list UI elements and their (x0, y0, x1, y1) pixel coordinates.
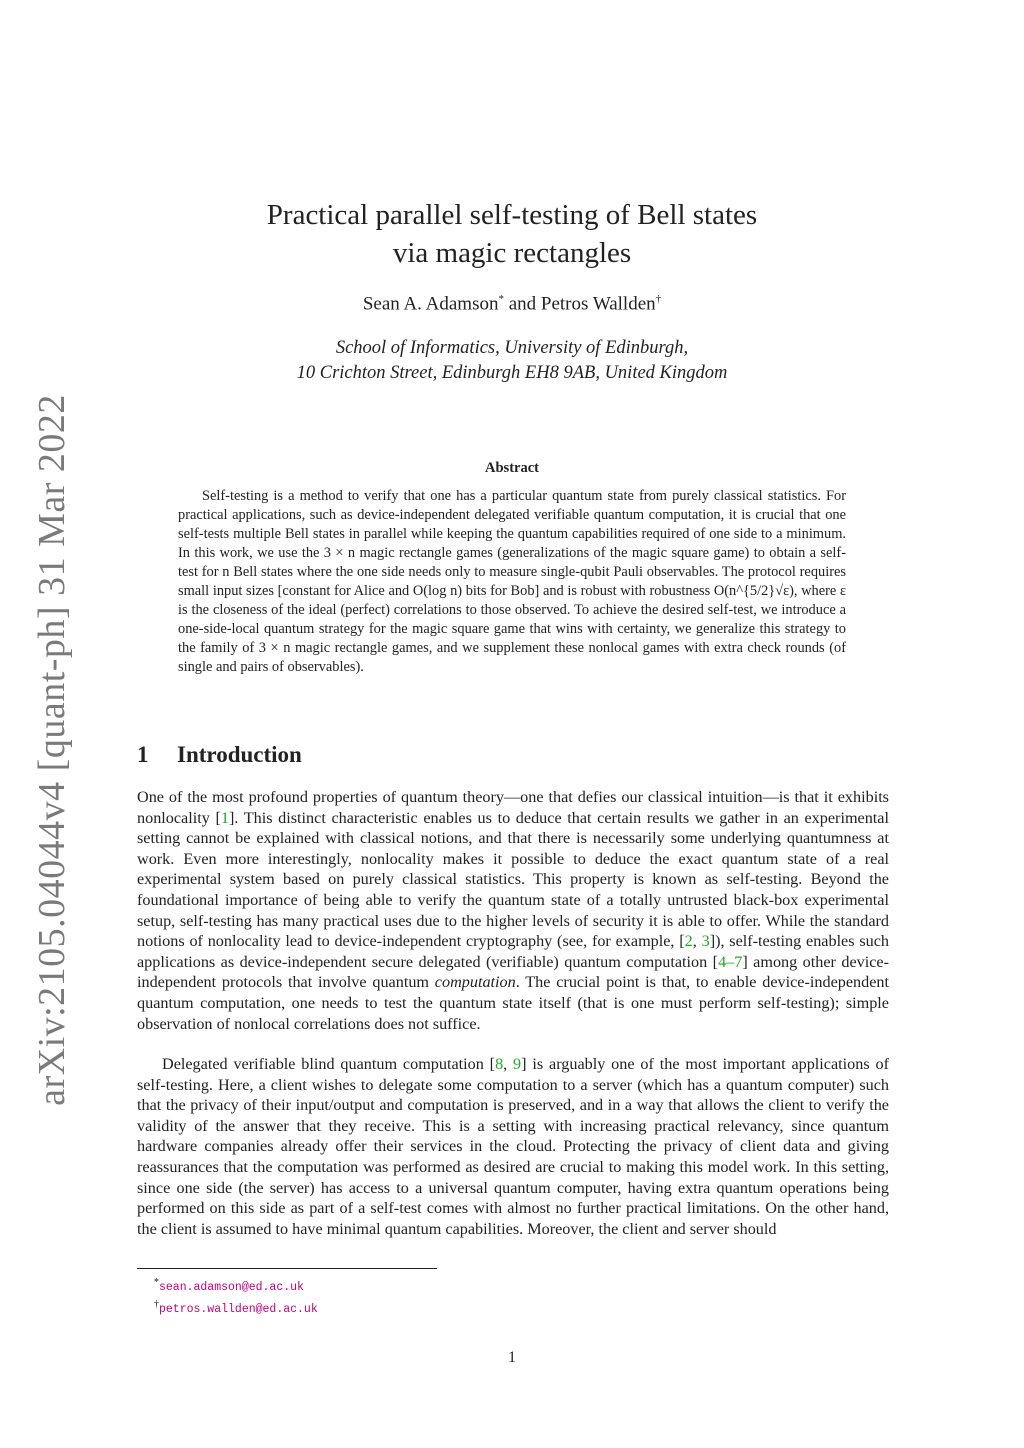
email-link-1[interactable]: sean.adamson@ed.ac.uk (159, 1280, 304, 1294)
author-2-footnote-mark[interactable]: † (655, 293, 662, 305)
paragraph-1-text: ]), self-testing enables such applications as device-independent secure delegated (verifiable) quantum computation [ (137, 932, 890, 971)
paragraph-1-text: ] among other device-independent protocols that involve quantum (137, 952, 889, 992)
paragraph-1-text: One of the most profound properties of quantum theory—one that defies our classical intuition—is that it exhibits nonlocality [ (137, 788, 889, 827)
abstract-heading: Abstract (485, 460, 539, 476)
citation-link[interactable]: 1 (220, 808, 229, 827)
paragraph-1-text: . The crucial point is that, to enable device-independent quantum computation, one needs to test the quantum state itself (that is one must perform self-testing); simple observation of nonlocal correlations does not suffice. (137, 973, 889, 1033)
footnote-1-mark: * (154, 1277, 159, 1288)
title-line-1: Practical parallel self-testing of Bell states (266, 199, 758, 231)
email-link-2[interactable]: petros.wallden@ed.ac.uk (159, 1302, 318, 1316)
paragraph-2 (137, 1054, 889, 1239)
citation-link[interactable]: 3 (701, 932, 710, 951)
paragraph-1-text: ]. This distinct characteristic enables us to deduce that certain results we gather in an experimental setting cannot be explained with classical notions, and that there is necessarily some underlying quantumness at work. Even more interestingly, nonlocality makes it possible to deduce the exact quantum state of a real experimental system based on purely classical statistics. This property is known as self-testing. Beyond the foundational importance of being able to verify the quantum state of a totally untrusted black-box experimental setup, self-testing has many practical uses due to the higher levels of security it is able to offer. While the standard notions of nonlocality lead to device-independent cryptography (see, for example, [ (137, 808, 889, 951)
footnote-2-mark: † (154, 1298, 159, 1310)
author-connector: and (503, 293, 541, 315)
paragraph-2-text: ] is arguably one of the most important applications of self-testing. Here, a client wishes to delegate some computation to a server (which has a quantum computer) such that the privacy of their input/output and computation is preserved, and in a way that allows the client to verify the validity of the answer that they receive. This is a setting with increasing practical relevancy, since quantum hardware companies already offer their services in the cloud. Protecting the privacy of client data and giving reassurances that the computation was performed as desired are crucial to making this model work. In this setting, since one side (the server) has access to a universal quantum computer, having extra quantum operations being performed on this side as part of a self-test comes with almost no further practical limitations. On the other hand, the client is assumed to have minimal quantum capabilities. Moreover, the client and server should (137, 1055, 889, 1238)
footnote-2 (154, 1296, 318, 1318)
footnote-divider (137, 1268, 437, 1269)
author-1-footnote-mark[interactable]: * (498, 293, 504, 305)
section-title: Introduction (177, 742, 302, 767)
citation-separator: , (692, 932, 702, 951)
affiliation-line-1: School of Informatics, University of Edinburgh, (335, 338, 689, 358)
footnote-1 (154, 1274, 318, 1296)
citation-link[interactable]: 4–7 (718, 952, 743, 971)
paragraph-2-text: Delegated verifiable blind quantum computation [ (162, 1055, 496, 1073)
title-line-2: via magic rectangles (392, 237, 632, 269)
page-number: 1 (508, 1349, 516, 1366)
author-2: Petros Wallden (540, 293, 656, 315)
authors (0, 293, 1024, 315)
citation-link[interactable]: 8 (495, 1055, 504, 1073)
citation-separator: , (503, 1055, 514, 1073)
paper-title (0, 196, 1024, 272)
section-heading (137, 742, 302, 768)
section-number: 1 (137, 742, 149, 767)
emphasized-word: computation (434, 973, 516, 992)
paragraph-1 (137, 787, 889, 1034)
author-1: Sean A. Adamson (362, 293, 499, 315)
affiliation-line-2: 10 Crichton Street, Edinburgh EH8 9AB, United Kingdom (296, 363, 728, 383)
citation-link[interactable]: 9 (513, 1055, 522, 1073)
affiliation (0, 336, 1024, 386)
footnotes (154, 1274, 318, 1318)
arxiv-identifier: arXiv:2105.04044v4 [quant-ph] 31 Mar 2022 (31, 394, 73, 1106)
citation-link[interactable]: 2 (684, 932, 693, 951)
abstract-text: Self-testing is a method to verify that one has a particular quantum state from purely classical statistics. For practical applications, such as device-independent delegated verifiable quantum computation, it is crucial that one self-tests multiple Bell states in parallel while keeping the quantum capabilities required of one side to a minimum. In this work, we use the 3 × n magic rectangle games (generalizations of the magic square game) to obtain a self-test for n Bell states where the one side needs only to measure single-qubit Pauli observables. The protocol requires small input sizes [constant for Alice and O(log n) bits for Bob] and is robust with robustness O(n^{5/2}√ε), where ε is the closeness of the ideal (perfect) correlations to those observed. To achieve the desired self-test, we introduce a one-side-local quantum strategy for the magic square game that wins with certainty, we generalize this strategy to the family of 3 × n magic rectangle games, and we supplement these nonlocal games with extra check rounds (of single and pairs of observables). (178, 488, 846, 675)
